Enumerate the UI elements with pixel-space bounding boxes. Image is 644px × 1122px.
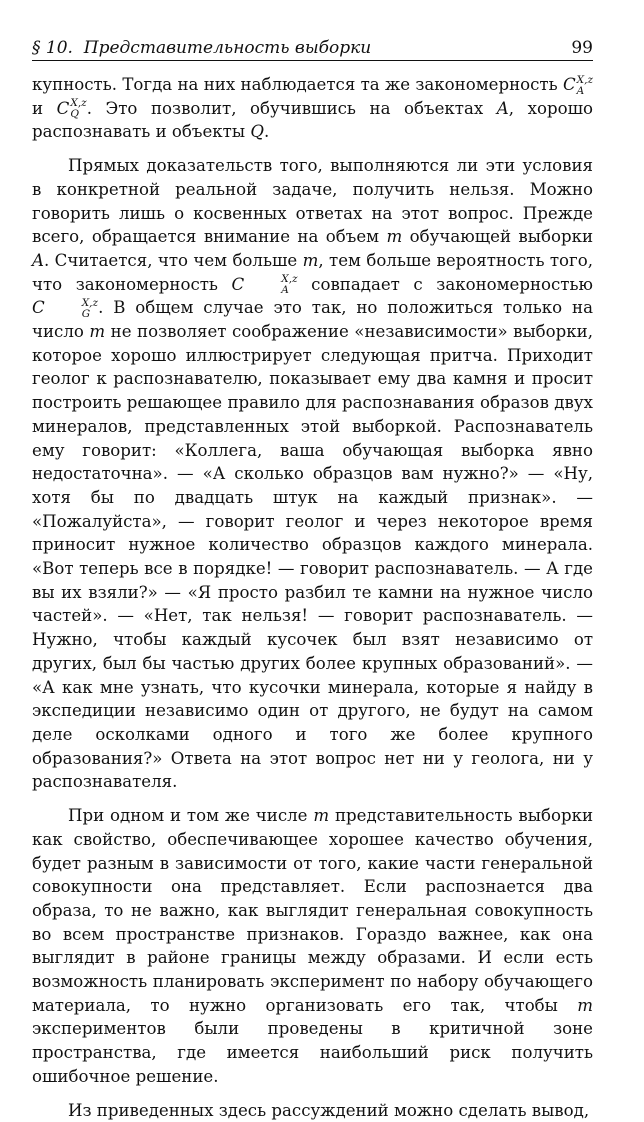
math-sub: G [81, 307, 91, 320]
header-left [32, 38, 371, 58]
text-run: представительность выборки как свойство, обеспечивающее хорошее качество обучения, будет разным в зависимости от того, какие части генеральной совокупности она представляет. Если распознается два образа, то не важно, как выглядит генеральная совокупность во всем пространстве признаков. Гораздо важнее, как она выглядит в районе границы между образами. И если есть возможность планировать эксперимент по набору обучающего материала, то нужно организовать его так, чтобы [32, 806, 594, 1015]
text-run: , тем больше вероятность того, что закономерность [32, 250, 593, 294]
section-title: Представительность выборки [83, 38, 372, 58]
section-number: § 10. [32, 38, 73, 58]
paragraph-1 [32, 73, 593, 144]
running-header [32, 38, 593, 61]
math-letter: C [231, 274, 245, 294]
math-letter: C [562, 75, 576, 94]
math-sup-sub [70, 98, 86, 120]
math-sup-sub [46, 298, 98, 320]
math-sub: Q [70, 108, 79, 121]
math-sub: A [281, 284, 289, 297]
text-run: , хорошо распознавать и объекты [32, 98, 594, 142]
math-sup: X,z [70, 97, 87, 110]
math-var: A [496, 98, 509, 118]
text-run: Из приведенных здесь рассуждений можно сделать вывод, [68, 1100, 590, 1120]
math-var: m [89, 322, 106, 342]
math-sup: X,z [576, 73, 594, 86]
text-run: не позволяет соображение «независимости» выборки, которое хорошо иллюстрирует следующая притча. Приходит геолог к распознавателю, показывает ему два камня и просит построить решающее правило для распознавания образов двух минералов, представленных этой выборкой. Распознаватель ему говорит: «Коллега, ваша обучающая выборка явно недостаточна». — «А сколько образцов вам нужно?» — «Ну, хотя бы по двадцать штук на каждый признак». — «Пожалуйста», — говорит геолог и через некоторое время приносит нужное количество образцов каждого минерала. «Вот теперь все в порядке! — говорит распознаватель. — А где вы их взяли?» — «Я просто разбил те камни на нужное число частей». — «Нет, так нельзя! — говорит распознаватель. — Нужно, чтобы каждый кусочек был взят независимо от других, был бы частью других более крупных образований». — «А как мне узнать, что кусочки минерала, которые я найду в экспедиции независимо один от другого, не будут на самом деле осколками одного и того же более крупного образования?» Ответа на этот вопрос нет ни у геолога, ни у распознавателя. [32, 322, 593, 792]
math-sup: X,z [281, 273, 298, 286]
math-var: m [302, 250, 319, 270]
math-c-a [231, 273, 298, 297]
text-run: . [263, 122, 270, 142]
math-c-a [562, 73, 594, 97]
text-run: . Считается, что чем больше [43, 250, 298, 270]
text-run: При одном и том же числе [68, 806, 308, 826]
text-run: Прямых доказательств того, выполняются ли эти условия в конкретной реальной задаче, получить нельзя. Можно говорить лишь о косвенных ответах на этот вопрос. Прежде всего, обращается внимание на объем [32, 156, 593, 247]
text-run: . В общем случае это так, но положиться только на число [32, 298, 593, 342]
page-number: 99 [571, 38, 593, 58]
paragraph-2 [32, 154, 593, 794]
book-page [32, 38, 593, 1122]
text-run: и [32, 98, 44, 118]
math-sup-sub [245, 274, 297, 296]
math-sub: A [576, 84, 585, 97]
math-sup: X,z [81, 296, 99, 309]
math-var: m [577, 995, 593, 1015]
paragraph-3 [32, 804, 593, 1088]
text-run: купность. Тогда на них наблюдается та же закономерность [32, 75, 558, 94]
paragraph-4 [32, 1099, 593, 1122]
text-run: обучающей выборки [409, 227, 594, 247]
math-c-q [56, 97, 87, 121]
math-var: m [313, 806, 330, 826]
math-var: m [386, 227, 403, 247]
math-letter: C [56, 98, 70, 118]
math-sup-sub [577, 75, 593, 97]
text-run: экспериментов были проведены в критичной зоне пространства, где имеется наибольший риск получить ошибочное решение. [32, 1019, 593, 1086]
text-run: совпадает с закономерностью [311, 274, 593, 294]
math-var: Q [250, 122, 264, 142]
text-run: . Это позволит, обучившись на объектах [86, 98, 484, 118]
math-letter: C [32, 298, 45, 318]
math-c-g [32, 296, 99, 320]
page-body [32, 73, 593, 1122]
math-var: A [32, 250, 44, 270]
